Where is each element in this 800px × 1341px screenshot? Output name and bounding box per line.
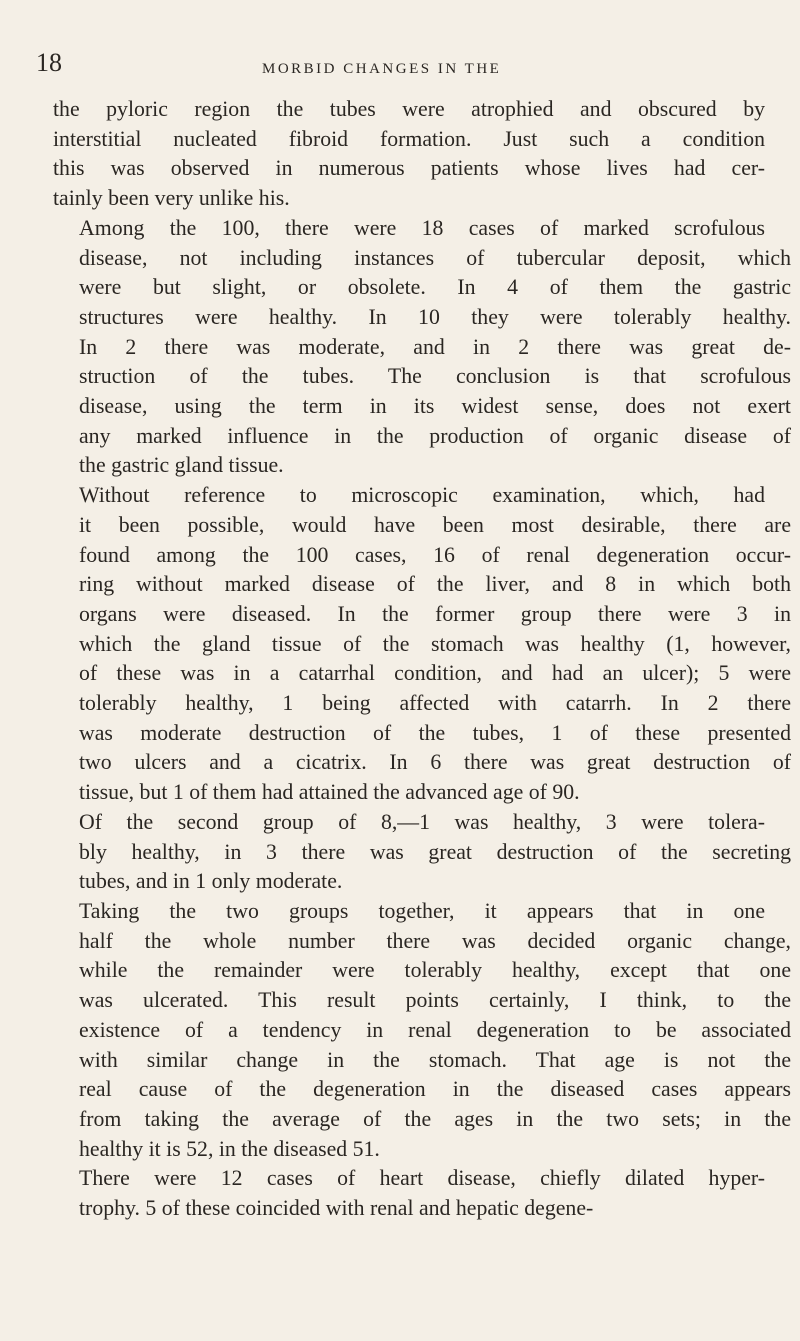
text-line: which the gland tissue of the stomach was healthy (1, however, [79, 631, 791, 656]
body-text [53, 95, 791, 1224]
text-line: struction of the tubes. The conclusion is that scrofulous [79, 364, 791, 389]
text-line: organs were diseased. In the former group there were 3 in [79, 601, 791, 626]
text-line: of these was in a catarrhal condition, and had an ulcer); 5 were [79, 661, 791, 686]
text-line: while the remainder were tolerably healthy, except that one [79, 958, 791, 983]
paragraph [53, 214, 791, 481]
text-line: was moderate destruction of the tubes, 1 of these presented [79, 720, 791, 745]
text-line: There were 12 cases of heart disease, chiefly dilated hyper- [79, 1166, 765, 1191]
text-line: Of the second group of 8,—1 was healthy, 3 were tolera- [79, 809, 765, 834]
text-line: with similar change in the stomach. That age is not the [79, 1047, 791, 1072]
text-line: tolerably healthy, 1 being affected with catarrh. In 2 there [79, 691, 791, 716]
text-line: two ulcers and a cicatrix. In 6 there was great destruction of [79, 750, 791, 775]
text-line: disease, not including instances of tubercular deposit, which [79, 245, 791, 270]
paragraph [53, 897, 791, 1164]
paragraph [53, 95, 765, 214]
text-line: from taking the average of the ages in the two sets; in the [79, 1106, 791, 1131]
text-line: Among the 100, there were 18 cases of marked scrofulous [79, 215, 765, 240]
text-line: tainly been very unlike his. [53, 186, 290, 211]
text-line: healthy it is 52, in the diseased 51. [79, 1136, 380, 1161]
running-head: MORBID CHANGES IN THE [262, 61, 502, 77]
text-line: was ulcerated. This result points certainly, I think, to the [79, 988, 791, 1013]
text-line: it been possible, would have been most desirable, there are [79, 512, 791, 537]
text-line: this was observed in numerous patients whose lives had cer- [53, 156, 765, 181]
text-line: interstitial nucleated fibroid formation. Just such a condition [53, 126, 765, 151]
text-line: In 2 there was moderate, and in 2 there was great de- [79, 334, 791, 359]
text-line: found among the 100 cases, 16 of renal degeneration occur- [79, 542, 791, 567]
text-line: half the whole number there was decided organic change, [79, 928, 791, 953]
text-line: tissue, but 1 of them had attained the advanced age of 90. [79, 780, 580, 805]
text-line: the gastric gland tissue. [79, 453, 284, 478]
text-line: Without reference to microscopic examination, which, had [79, 483, 765, 508]
text-line: structures were healthy. In 10 they were tolerably healthy. [79, 304, 791, 329]
text-line: were but slight, or obsolete. In 4 of them the gastric [79, 275, 791, 300]
text-line: disease, using the term in its widest sense, does not exert [79, 394, 791, 419]
text-line: existence of a tendency in renal degeneration to be associated [79, 1017, 791, 1042]
paragraph [53, 481, 791, 808]
text-line: Taking the two groups together, it appears that in one [79, 898, 765, 923]
text-line: the pyloric region the tubes were atrophied and obscured by [53, 97, 765, 121]
paragraph [53, 1164, 765, 1223]
text-line: any marked influence in the production of organic disease of [79, 423, 791, 448]
text-line: bly healthy, in 3 there was great destruction of the secreting [79, 839, 791, 864]
page-number: 18 [36, 48, 62, 77]
text-line: real cause of the degeneration in the diseased cases appears [79, 1077, 791, 1102]
text-line: tubes, and in 1 only moderate. [79, 869, 343, 894]
paragraph [53, 808, 791, 897]
text-line: trophy. 5 of these coincided with renal and hepatic degene- [79, 1196, 594, 1221]
text-line: ring without marked disease of the liver, and 8 in which both [79, 572, 791, 597]
